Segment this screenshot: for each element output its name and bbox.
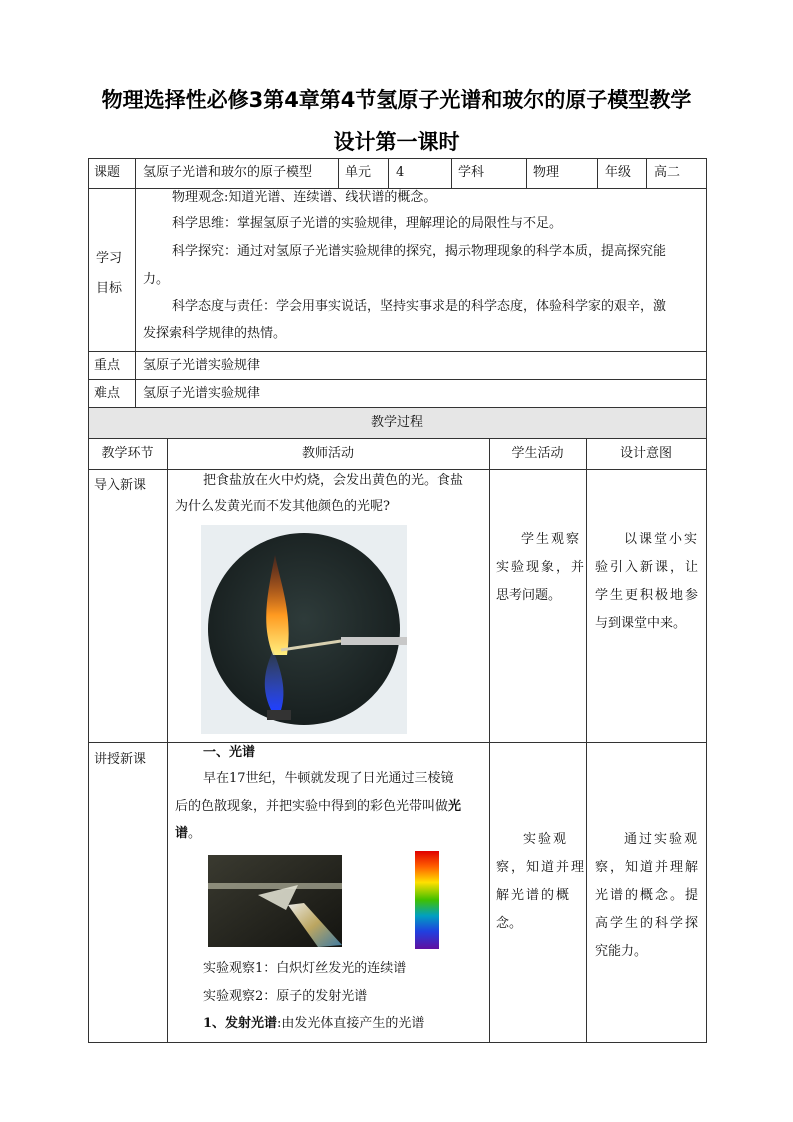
flame-experiment-illustration	[201, 525, 407, 734]
subject-label: 学科	[458, 165, 485, 180]
table-rule	[597, 158, 598, 189]
observation-2: 实验观察2：原子的发射光谱	[203, 989, 368, 1004]
lecture-heading: 一、光谱	[203, 745, 256, 760]
intro-intent-line3: 学生更积极地参	[595, 588, 701, 603]
table-rule	[489, 438, 490, 1043]
lecture-para-end: 。	[188, 826, 202, 841]
lecture-student-line1: 实验观	[523, 832, 569, 847]
lecture-para-line1: 早在17世纪，牛顿就发现了日光通过三棱镜	[203, 771, 454, 786]
table-border-left	[88, 158, 89, 1043]
lecture-intent-line3: 光谱的概念。提	[595, 888, 701, 903]
lecture-para-line2	[175, 798, 461, 816]
objective-attitude-line1: 科学态度与责任：学会用事实说话，坚持实事求是的科学态度，体验科学家的艰辛，激	[172, 299, 667, 314]
table-rule	[646, 158, 647, 189]
lecture-para-line2-text: 后的色散现象，并把实验中得到的彩色光带叫做	[175, 799, 449, 814]
objective-inquiry-line2: 力。	[143, 272, 170, 287]
emission-spectrum-definition	[203, 1015, 424, 1033]
objective-attitude-line2: 发探索科学规律的热情。	[143, 326, 287, 341]
prism-dispersion-image	[208, 855, 342, 947]
table-border-bottom	[88, 1042, 707, 1043]
process-title: 教学过程	[370, 415, 423, 430]
intro-teacher-line2: 为什么发黄光而不发其他颜色的光呢?	[175, 499, 390, 514]
col-header-student: 学生活动	[511, 446, 564, 461]
intro-intent-line1: 以课堂小实	[624, 532, 700, 547]
intro-student-line1: 学生观察	[521, 532, 582, 547]
intro-intent-line4: 与到课堂中来。	[595, 616, 687, 631]
topic-label: 课题	[94, 165, 121, 180]
intro-intent-line2: 验引入新课，让	[595, 560, 701, 575]
prism-dispersion-illustration	[208, 855, 342, 947]
unit-value: 4	[396, 165, 405, 180]
objectives-label	[96, 244, 122, 304]
table-border-right	[706, 158, 707, 1043]
col-header-intent: 设计意图	[619, 446, 672, 461]
key-point-label: 重点	[94, 358, 121, 373]
lecture-intent-line2: 察，知道并理解	[595, 860, 701, 875]
table-rule	[135, 158, 136, 408]
intro-student-line2: 实验现象，并	[496, 560, 587, 575]
difficulty-value: 氢原子光谱实验规律	[143, 386, 261, 401]
emission-spectrum-term: 1、发射光谱	[203, 1016, 278, 1031]
table-rule	[526, 158, 527, 189]
lecture-term-spectrum: 谱	[175, 826, 189, 841]
topic-value: 氢原子光谱和玻尔的原子模型	[143, 165, 313, 180]
difficulty-label: 难点	[94, 386, 121, 401]
intro-teacher-line1: 把食盐放在火中灼烧，会发出黄色的光。食盐	[203, 473, 464, 488]
emission-spectrum-text: :由发光体直接产生的光谱	[277, 1016, 425, 1031]
table-rule	[388, 158, 389, 189]
lecture-stage: 讲授新课	[94, 752, 147, 767]
observation-1: 实验观察1：白炽灯丝发光的连续谱	[203, 961, 407, 976]
objective-inquiry-line1: 科学探究：通过对氢原子光谱实验规律的探究，揭示物理现象的科学本质，提高探究能	[172, 244, 667, 259]
lecture-intent-line1: 通过实验观	[624, 832, 700, 847]
objectives-label-line1: 学习	[96, 251, 123, 266]
col-header-stage: 教学环节	[101, 446, 154, 461]
table-rule	[88, 438, 707, 439]
unit-label: 单元	[345, 165, 372, 180]
table-rule	[338, 158, 339, 189]
table-rule	[451, 158, 452, 189]
col-header-teacher: 教师活动	[301, 446, 354, 461]
key-point-value: 氢原子光谱实验规律	[143, 358, 261, 373]
grade-value: 高二	[654, 165, 681, 180]
grade-label: 年级	[605, 165, 632, 180]
lecture-para-line3	[175, 825, 201, 843]
table-rule	[88, 742, 707, 743]
objective-physics: 物理观念:知道光谱、连续谱、线状谱的概念。	[172, 190, 437, 205]
lecture-intent-line5: 究能力。	[595, 944, 648, 959]
intro-stage: 导入新课	[94, 478, 147, 493]
document-title-line2: 设计第一课时	[333, 130, 460, 154]
lecture-student-line2: 察，知道并理	[496, 860, 587, 875]
subject-value: 物理	[533, 165, 560, 180]
objective-thinking: 科学思维：掌握氢原子光谱的实验规律，理解理论的局限性与不足。	[172, 216, 563, 231]
lecture-student-line3: 解光谱的概	[496, 888, 572, 903]
table-rule	[586, 438, 587, 1043]
intro-student-line3: 思考问题。	[496, 588, 562, 603]
lecture-student-line4: 念。	[496, 916, 523, 931]
lecture-intent-line4: 高学生的科学探	[595, 916, 701, 931]
document-title-line1: 物理选择性必修3第4章第4节氢原子光谱和玻尔的原子模型教学	[101, 88, 692, 112]
spectrum-color-bar	[415, 851, 439, 949]
objectives-label-line2: 目标	[96, 281, 123, 296]
lecture-term-light: 光	[448, 799, 462, 814]
table-rule	[167, 438, 168, 1043]
flame-experiment-image	[201, 525, 407, 734]
table-rule	[88, 469, 707, 470]
